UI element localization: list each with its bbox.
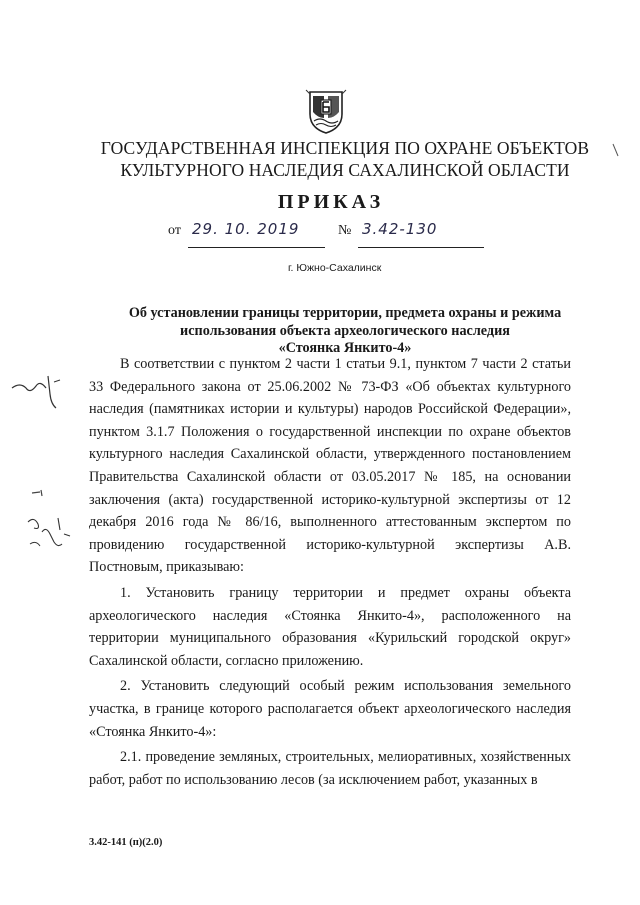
number-field bbox=[358, 220, 484, 248]
coat-of-arms-icon bbox=[304, 88, 348, 134]
clause-1-paragraph: 1. Установить границу территории и предмет охраны объекта археологического наследия «Стоянка Янкито-4», расположенного на территории муниципального образования «Курильский городской округ» Сахалинской области, согласно приложению. bbox=[89, 584, 571, 669]
subject-line-2: использования объекта археологического наследия bbox=[180, 322, 510, 339]
margin-handwriting-icon bbox=[24, 514, 72, 554]
date-field bbox=[188, 220, 325, 248]
org-line-1: ГОСУДАРСТВЕННАЯ ИНСПЕКЦИЯ ПО ОХРАНЕ ОБЪЕКТОВ bbox=[100, 138, 590, 158]
document-type-title: ПРИКАЗ bbox=[277, 191, 385, 213]
preamble-paragraph: В соответствии с пунктом 2 части 1 статьи 9.1, пунктом 7 части 2 статьи 33 Федерального закона от 25.06.2002 № 73-ФЗ «Об объектах культурного наследия (памятниках истории и культуры) народов Российской Федерации», пунктом 3.1.7 Положения о государственной инспекции по охране объектов культурного наследия Сахалинской области, утвержденного постановлением Правительства Сахалинской области от 03.05.2017 № 185, на основании заключения (акта) государственной историко-культурной экспертизы от 12 декабря 2016 года № 86/16, выполненного аттестованным экспертом по провидению государственной историко-культурной экспертизы А.В. Постновым, приказываю: bbox=[89, 356, 571, 576]
city-label: г. Южно-Сахалинск bbox=[288, 262, 382, 274]
document-code: 3.42-141 (п)(2.0) bbox=[89, 837, 163, 848]
clause-2-paragraph: 2. Установить следующий особый режим использования земельного участка, в границе которого располагается объект археологического наследия «Стоянка Янкито-4»: bbox=[89, 678, 571, 740]
number-label: № bbox=[338, 223, 352, 238]
date-label: от bbox=[168, 223, 181, 238]
number-value: 3.42-130 bbox=[362, 220, 438, 238]
margin-dot-icon bbox=[30, 488, 44, 498]
margin-scribble-icon bbox=[10, 374, 62, 410]
date-value: 29. 10. 2019 bbox=[192, 220, 300, 238]
edge-mark-icon bbox=[612, 142, 620, 160]
organization-name bbox=[60, 137, 630, 181]
order-body bbox=[89, 353, 571, 791]
subject-line-3: «Стоянка Янкито-4» bbox=[278, 340, 412, 356]
clause-2-1-paragraph: 2.1. проведение земляных, строительных, мелиоративных, хозяйственных работ, работ по использованию лесов (за исключением работ, указанных в bbox=[89, 749, 571, 788]
subject-line-1: Об установлении границы территории, предмета охраны и режима bbox=[128, 305, 562, 321]
order-subject bbox=[110, 305, 580, 358]
org-line-2: КУЛЬТУРНОГО НАСЛЕДИЯ САХАЛИНСКОЙ ОБЛАСТИ bbox=[120, 160, 570, 180]
